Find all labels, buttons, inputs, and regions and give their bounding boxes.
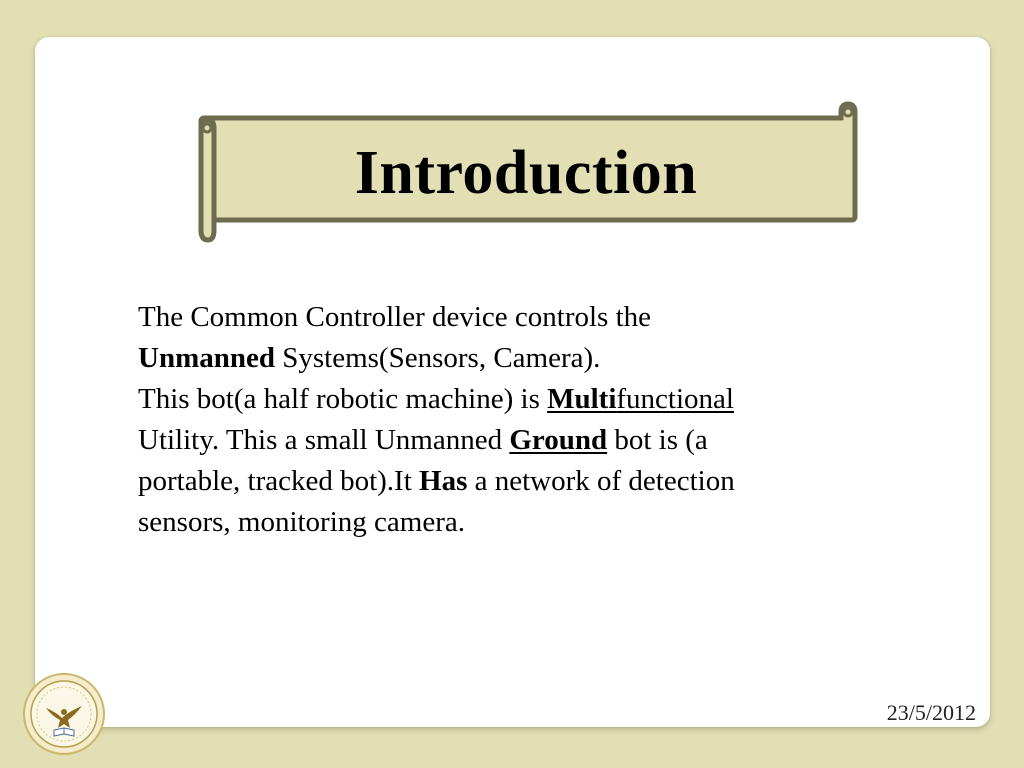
slide-date: 23/5/2012 xyxy=(886,700,976,725)
text-unmanned-bold: Unmanned xyxy=(138,342,275,374)
text-portable: portable, tracked bot).It xyxy=(138,465,420,497)
text-has-bold: Has xyxy=(419,465,468,497)
text-ground-bold: Ground xyxy=(509,424,608,456)
text-bot-is: bot is (a xyxy=(607,424,708,456)
body-line-3 xyxy=(138,379,858,420)
text-functional: functional xyxy=(616,383,734,415)
body-line-4 xyxy=(138,420,858,461)
text-utility: Utility. This a small Unmanned xyxy=(138,424,510,456)
title-banner xyxy=(186,100,862,244)
body-line-2 xyxy=(138,338,858,379)
text-multi-bold: Multi xyxy=(547,383,617,415)
university-seal-icon xyxy=(22,672,106,756)
body-line-1 xyxy=(138,297,858,338)
slide-title: Introduction xyxy=(354,138,698,207)
text-sensors: sensors, monitoring camera. xyxy=(138,506,465,538)
text-bot: This bot(a half robotic machine) is xyxy=(138,383,548,415)
body-line-6 xyxy=(138,502,858,543)
text-systems: Systems(Sensors, Camera). xyxy=(275,342,601,374)
body-line-5 xyxy=(138,461,858,502)
text-network: a network of detection xyxy=(467,465,735,497)
text-controller: The Common Controller device controls the xyxy=(138,301,652,333)
body-text xyxy=(138,297,858,543)
